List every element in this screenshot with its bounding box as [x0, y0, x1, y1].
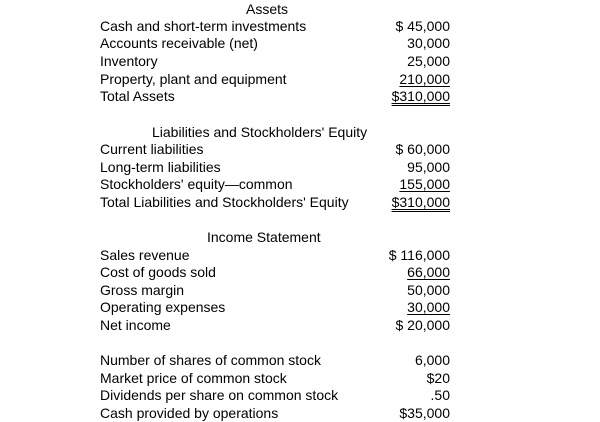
- row-value: 155,000: [399, 176, 450, 192]
- asset-row-ppe: [0, 71, 600, 88]
- row-value: $ 45,000: [395, 18, 450, 34]
- liability-row-total: [0, 194, 600, 211]
- row-label: Cash and short-term investments: [100, 18, 307, 34]
- row-label: Accounts receivable (net): [100, 35, 258, 51]
- row-label: Property, plant and equipment: [100, 71, 287, 87]
- row-label: Long-term liabilities: [100, 159, 221, 175]
- other-row-dividends: [0, 387, 600, 404]
- row-value: 25,000: [407, 53, 450, 69]
- income-row-net-income: [0, 317, 600, 334]
- liabilities-heading: Liabilities and Stockholders' Equity: [152, 124, 368, 140]
- asset-row-receivables: [0, 35, 600, 52]
- row-label: Operating expenses: [100, 299, 226, 315]
- row-label: Total Assets: [100, 88, 175, 104]
- row-value: $ 20,000: [395, 317, 450, 333]
- row-value: 50,000: [407, 282, 450, 298]
- row-label: Dividends per share on common stock: [100, 387, 339, 403]
- row-value: $35,000: [399, 405, 450, 421]
- row-value: .50: [430, 387, 450, 403]
- assets-heading-row: [0, 1, 600, 18]
- asset-row-cash: [0, 18, 600, 35]
- row-label: Sales revenue: [100, 247, 190, 263]
- row-label: Cash provided by operations: [100, 405, 279, 421]
- row-value: 30,000: [407, 299, 450, 315]
- row-label: Current liabilities: [100, 141, 204, 157]
- other-row-cash-operations: [0, 405, 600, 422]
- row-value: $310,000: [391, 194, 450, 210]
- row-label: Number of shares of common stock: [100, 352, 321, 368]
- row-label: Stockholders' equity—common: [100, 176, 293, 192]
- row-label: Gross margin: [100, 282, 185, 298]
- row-label: Total Liabilities and Stockholders' Equity: [100, 194, 349, 210]
- row-value: $310,000: [391, 88, 450, 104]
- liability-row-longterm: [0, 159, 600, 176]
- other-row-shares: [0, 352, 600, 369]
- row-value: $20: [426, 370, 450, 386]
- other-row-market-price: [0, 370, 600, 387]
- row-value: $ 60,000: [395, 141, 450, 157]
- row-label: Market price of common stock: [100, 370, 287, 386]
- asset-row-inventory: [0, 53, 600, 70]
- row-label: Inventory: [100, 53, 158, 69]
- assets-heading: Assets: [246, 1, 289, 17]
- row-value: 6,000: [414, 352, 450, 368]
- row-value: 30,000: [407, 35, 450, 51]
- asset-row-total: [0, 88, 600, 105]
- row-label: Net income: [100, 317, 171, 333]
- row-value: 95,000: [407, 159, 450, 175]
- income-heading-row: [0, 229, 600, 246]
- liability-row-current: [0, 141, 600, 158]
- row-value: 66,000: [407, 264, 450, 280]
- income-row-opex: [0, 299, 600, 316]
- income-row-cogs: [0, 264, 600, 281]
- row-value: $ 116,000: [388, 247, 450, 263]
- row-label: Cost of goods sold: [100, 264, 216, 280]
- income-statement-heading: Income Statement: [207, 229, 321, 245]
- row-value: 210,000: [399, 71, 450, 87]
- income-row-sales: [0, 247, 600, 264]
- income-row-gross-margin: [0, 282, 600, 299]
- liability-row-equity: [0, 176, 600, 193]
- liabilities-heading-row: [0, 124, 600, 141]
